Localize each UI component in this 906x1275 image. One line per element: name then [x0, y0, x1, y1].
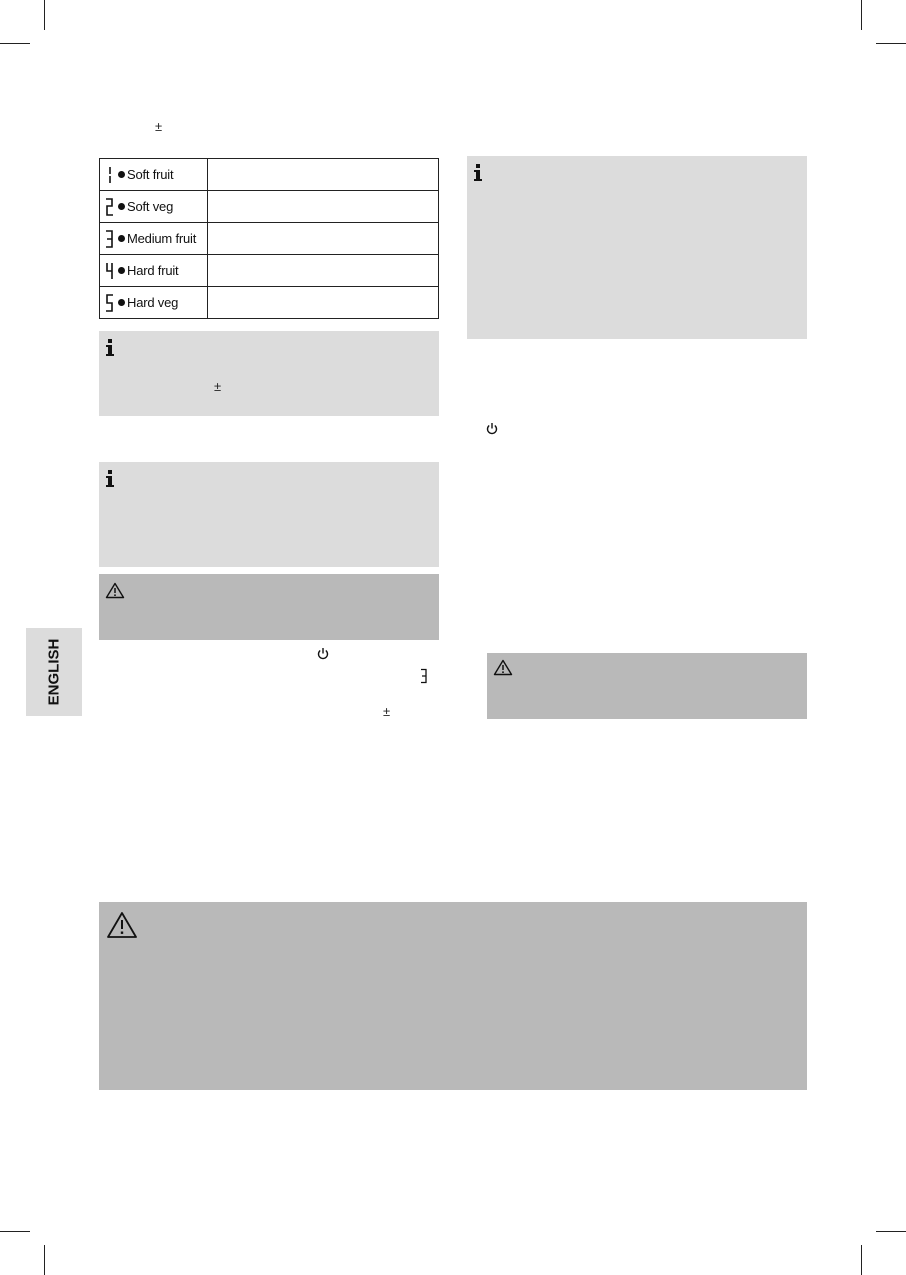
program-description-cell — [208, 159, 439, 191]
segment-display-5-icon — [105, 293, 114, 313]
table-row — [100, 191, 439, 223]
warning-triangle-icon — [493, 659, 513, 676]
warning-triangle-icon — [106, 911, 138, 939]
indicator-dot — [118, 267, 125, 274]
program-description-cell — [208, 255, 439, 287]
table-row — [100, 223, 439, 255]
crop-mark — [876, 43, 906, 44]
crop-mark — [0, 1231, 30, 1232]
program-description-cell — [208, 191, 439, 223]
warning-triangle-icon — [105, 582, 125, 599]
program-label: Soft veg — [127, 199, 174, 214]
table-row — [100, 255, 439, 287]
program-label: Hard fruit — [127, 263, 179, 278]
crop-mark — [861, 0, 862, 30]
programs-table — [99, 158, 439, 319]
warning-box-large — [99, 902, 807, 1090]
plus-minus-symbol: ± — [155, 119, 163, 134]
indicator-dot — [118, 171, 125, 178]
crop-mark — [44, 0, 45, 30]
info-icon — [104, 339, 116, 357]
plus-minus-symbol: ± — [214, 379, 222, 394]
info-icon — [104, 470, 116, 488]
indicator-dot — [118, 203, 125, 210]
power-icon — [317, 647, 329, 660]
info-box — [99, 331, 439, 416]
program-description-cell — [208, 287, 439, 319]
language-label: ENGLISH — [45, 638, 63, 706]
info-box — [467, 156, 807, 339]
crop-mark — [861, 1245, 862, 1275]
segment-display-3-icon — [420, 668, 428, 684]
language-tab — [26, 628, 82, 716]
program-label: Soft fruit — [127, 167, 174, 182]
power-icon — [486, 422, 498, 435]
warning-box — [487, 653, 807, 719]
crop-mark — [876, 1231, 906, 1232]
table-row — [100, 287, 439, 319]
table-row — [100, 159, 439, 191]
info-icon — [472, 164, 484, 182]
plus-minus-symbol: ± — [383, 704, 391, 719]
segment-display-2-icon — [105, 197, 114, 217]
program-description-cell — [208, 223, 439, 255]
crop-mark — [44, 1245, 45, 1275]
crop-mark — [0, 43, 30, 44]
indicator-dot — [118, 299, 125, 306]
segment-display-4-icon — [105, 261, 114, 281]
segment-display-3-icon — [105, 229, 114, 249]
warning-box — [99, 574, 439, 640]
program-label: Medium fruit — [127, 231, 197, 246]
program-label: Hard veg — [127, 295, 179, 310]
info-box — [99, 462, 439, 567]
segment-display-1-icon — [105, 165, 114, 185]
indicator-dot — [118, 235, 125, 242]
